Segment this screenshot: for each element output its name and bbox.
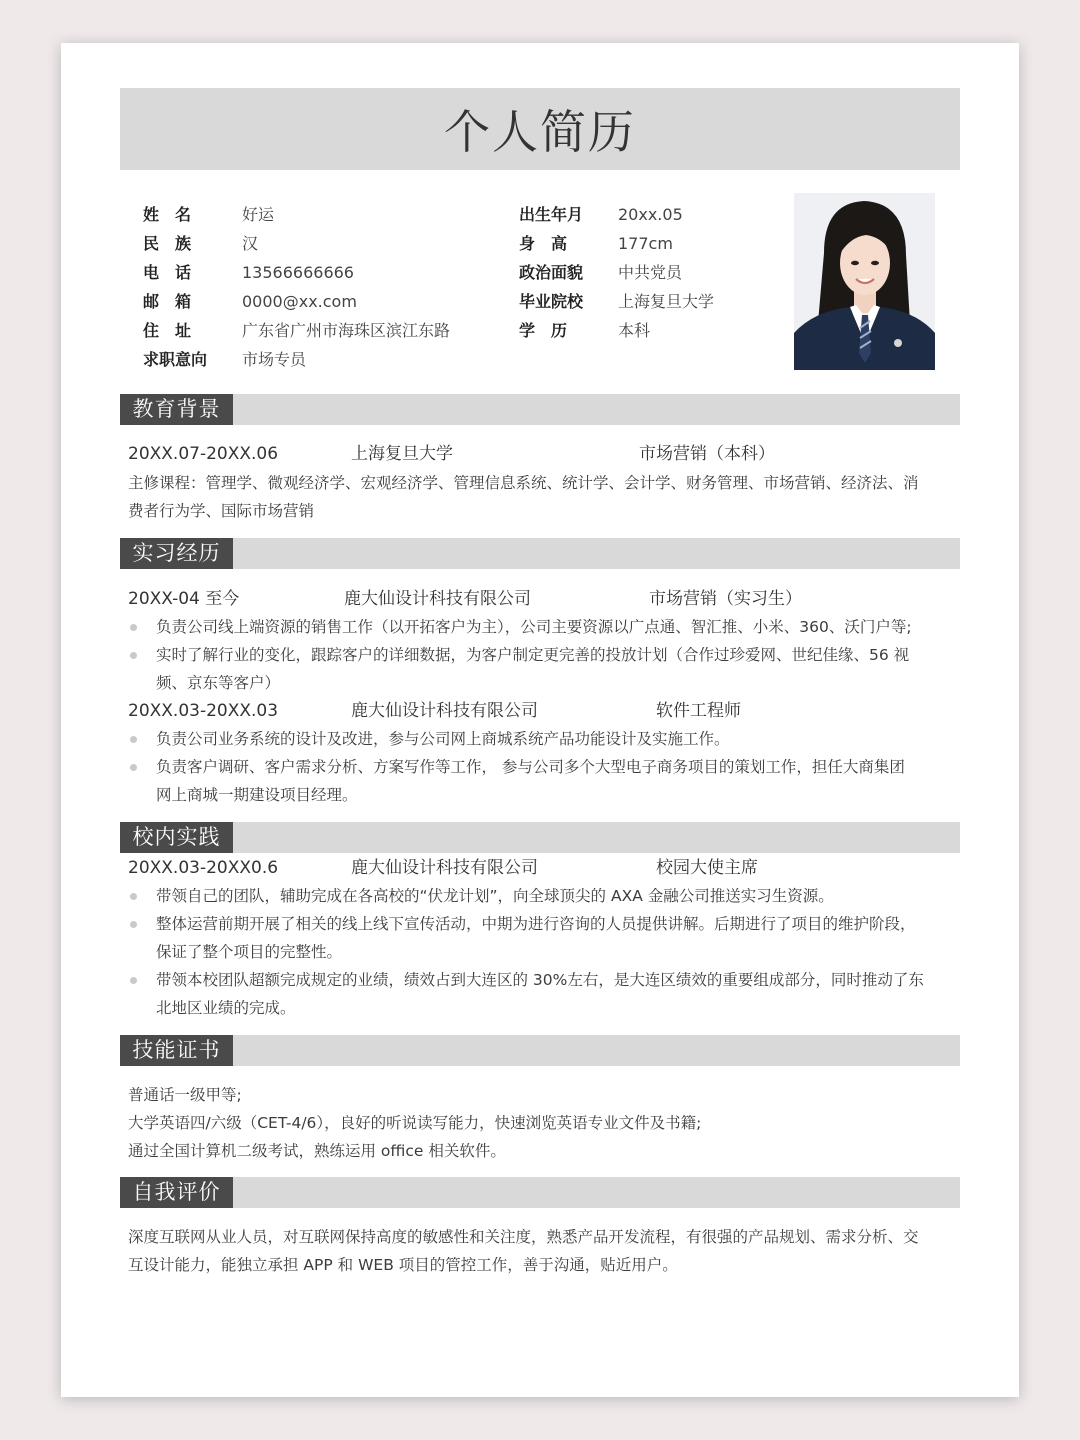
info-label: 邮 箱	[143, 292, 192, 311]
info-value: 好运	[242, 205, 275, 224]
section-self-evaluation	[120, 1177, 960, 1208]
job-role: 市场营销（实习生）	[649, 589, 802, 609]
info-height	[519, 229, 673, 258]
title-bar	[120, 88, 960, 170]
info-email	[143, 287, 357, 316]
job-bullet: 负责公司线上端资源的销售工作（以开拓客户为主），公司主要资源以广点通、智汇推、小米、360、沃门户等;	[156, 618, 912, 636]
info-label: 电 话	[143, 263, 192, 282]
info-degree	[519, 316, 650, 345]
info-objective	[143, 345, 306, 374]
info-birth	[519, 200, 683, 229]
info-political	[519, 258, 682, 287]
section-title: 校内实践	[120, 822, 233, 853]
info-school	[519, 287, 714, 316]
job-company: 鹿大仙设计科技有限公司	[344, 589, 531, 609]
self-line: 互设计能力，能独立承担 APP 和 WEB 项目的管控工作，善于沟通，贴近用户。	[128, 1256, 678, 1274]
job-bullet: 实时了解行业的变化，跟踪客户的详细数据，为客户制定更完善的投放计划（合作过珍爱网、世纪佳缘、56 视	[156, 646, 910, 664]
campus-role: 校园大使主席	[656, 858, 758, 878]
campus-bullet: 带领自己的团队，辅助完成在各高校的“伏龙计划”，向全球顶尖的 AXA 金融公司推送实习生资源。	[156, 887, 834, 905]
edu-date: 20XX.07-20XX.06	[128, 444, 279, 464]
job-bullet-cont: 频、京东等客户）	[156, 674, 281, 692]
info-label: 民 族	[143, 234, 192, 253]
bullet-dot	[130, 764, 137, 771]
edu-major: 市场营销（本科）	[639, 444, 775, 464]
info-value: 本科	[618, 321, 651, 340]
info-name	[143, 200, 274, 229]
section-title: 技能证书	[120, 1035, 233, 1066]
portrait-icon	[794, 193, 935, 370]
edu-school: 上海复旦大学	[351, 444, 453, 464]
section-education	[120, 394, 960, 425]
campus-bullet: 整体运营前期开展了相关的线上线下宣传活动，中期为进行咨询的人员提供讲解。后期进行了项目的维护阶段，	[156, 915, 916, 933]
info-address	[143, 316, 450, 345]
job-date: 20XX.03-20XX.03	[128, 701, 279, 721]
info-label: 姓 名	[143, 205, 192, 224]
info-label: 毕业院校	[519, 292, 584, 311]
campus-date: 20XX.03-20XX0.6	[128, 858, 279, 878]
info-ethnicity	[143, 229, 258, 258]
info-label: 学 历	[519, 321, 568, 340]
info-value: 广东省广州市海珠区滨江东路	[242, 321, 451, 340]
bullet-dot	[130, 921, 137, 928]
info-label: 住 址	[143, 321, 192, 340]
info-value: 0000@xx.com	[242, 292, 357, 311]
job-bullet-cont: 网上商城一期建设项目经理。	[156, 786, 358, 804]
info-label: 出生年月	[519, 205, 584, 224]
bullet-dot	[130, 624, 137, 631]
section-title: 自我评价	[120, 1177, 233, 1208]
profile-photo	[794, 193, 935, 370]
job-role: 软件工程师	[656, 701, 741, 721]
section-title: 实习经历	[120, 538, 233, 569]
job-company: 鹿大仙设计科技有限公司	[351, 701, 538, 721]
info-value: 20xx.05	[618, 205, 683, 224]
info-value: 市场专员	[242, 350, 307, 369]
campus-bullet-cont: 北地区业绩的完成。	[156, 999, 296, 1017]
bullet-dot	[130, 977, 137, 984]
section-title: 教育背景	[120, 394, 233, 425]
skill-line: 普通话一级甲等;	[128, 1086, 242, 1104]
campus-company: 鹿大仙设计科技有限公司	[351, 858, 538, 878]
section-campus	[120, 822, 960, 853]
campus-bullet-cont: 保证了整个项目的完整性。	[156, 943, 343, 961]
bullet-dot	[130, 893, 137, 900]
edu-courses-line: 费者行为学、国际市场营销	[128, 502, 315, 520]
job-bullet: 负责客户调研、客户需求分析、方案写作等工作， 参与公司多个大型电子商务项目的策划工作，担任大商集团	[156, 758, 905, 776]
bullet-dot	[130, 736, 137, 743]
section-internship	[120, 538, 960, 569]
info-value: 177cm	[618, 234, 673, 253]
info-value: 上海复旦大学	[618, 292, 715, 311]
edu-courses-line: 主修课程：管理学、微观经济学、宏观经济学、管理信息系统、统计学、会计学、财务管理、市场营销、经济法、消	[128, 474, 919, 492]
section-skills	[120, 1035, 960, 1066]
job-bullet: 负责公司业务系统的设计及改进，参与公司网上商城系统产品功能设计及实施工作。	[156, 730, 730, 748]
bullet-dot	[130, 652, 137, 659]
page-title: 个人简历	[444, 105, 636, 159]
self-line: 深度互联网从业人员，对互联网保持高度的敏感性和关注度，熟悉产品开发流程，有很强的产品规划、需求分析、交	[128, 1228, 919, 1246]
info-label: 求职意向	[143, 350, 208, 369]
info-value: 汉	[242, 234, 259, 253]
info-value: 13566666666	[242, 263, 354, 282]
info-label: 身 高	[519, 234, 568, 253]
info-value: 中共党员	[618, 263, 683, 282]
campus-bullet: 带领本校团队超额完成规定的业绩，绩效占到大连区的 30%左右，是大连区绩效的重要组成部分，同时推动了东	[156, 971, 924, 989]
info-phone	[143, 258, 354, 287]
skill-line: 大学英语四/六级（CET-4/6），良好的听说读写能力，快速浏览英语专业文件及书籍;	[128, 1114, 702, 1132]
skill-line: 通过全国计算机二级考试，熟练运用 office 相关软件。	[128, 1142, 506, 1160]
info-label: 政治面貌	[519, 263, 584, 282]
resume-page	[61, 43, 1019, 1397]
job-date: 20XX-04 至今	[128, 589, 240, 609]
